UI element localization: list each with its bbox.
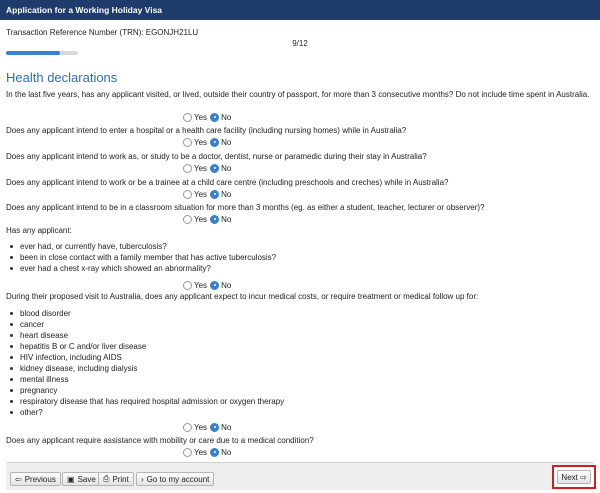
list-item: hepatitis B or C and/or liver disease	[6, 341, 586, 352]
go-to-account-button[interactable]	[136, 472, 214, 486]
list-item: been in close contact with a family member that has active tuberculosis?	[6, 252, 586, 263]
radio-no-label: No	[221, 214, 232, 224]
radio-yes-label: Yes	[194, 422, 208, 432]
radio-yes-label: Yes	[194, 163, 208, 173]
next-label: Next	[561, 472, 578, 482]
list-item: kidney disease, including dialysis	[6, 363, 586, 374]
list-item: ever had, or currently have, tuberculosis?	[6, 241, 586, 252]
list-item: HIV infection, including AIDS	[6, 352, 586, 363]
radio-yes[interactable]	[183, 423, 192, 432]
footer-bar	[6, 462, 594, 490]
answer-group	[183, 214, 234, 224]
question-text: Does any applicant intend to work as, or study to be a doctor, dentist, nurse or paramedic during their stay in Australia?	[6, 152, 427, 161]
list-item: ever had a chest x-ray which showed an abnormality?	[6, 263, 586, 274]
list-item: respiratory disease that has required hospital admission or oxygen therapy	[6, 396, 586, 407]
question-text: Does any applicant intend to enter a hospital or a health care facility (including nursing homes) while in Australia?	[6, 126, 407, 135]
list-item: pregnancy	[6, 385, 586, 396]
question-text: Does any applicant require assistance with mobility or care due to a medical condition?	[6, 436, 314, 445]
radio-no-label: No	[221, 447, 232, 457]
answer-group	[183, 447, 234, 457]
page-header-title: Application for a Working Holiday Visa	[6, 5, 163, 15]
radio-yes[interactable]	[183, 113, 192, 122]
radio-no[interactable]	[210, 190, 219, 199]
account-label: Go to my account	[146, 474, 210, 484]
radio-yes[interactable]	[183, 164, 192, 173]
radio-no-label: No	[221, 280, 232, 290]
answer-group	[183, 189, 234, 199]
radio-yes[interactable]	[183, 138, 192, 147]
question-text: In the last five years, has any applicant visited, or lived, outside their country of passport, for more than 3 consecutive months? Do not include time spent in Australia.	[6, 90, 590, 99]
radio-no-label: No	[221, 112, 232, 122]
radio-no-label: No	[221, 137, 232, 147]
answer-group	[183, 422, 234, 432]
radio-yes-label: Yes	[194, 214, 208, 224]
answer-group	[183, 280, 234, 290]
radio-yes-label: Yes	[194, 189, 208, 199]
radio-no[interactable]	[210, 448, 219, 457]
radio-yes[interactable]	[183, 215, 192, 224]
radio-yes-label: Yes	[194, 447, 208, 457]
next-button-highlight	[552, 465, 596, 489]
radio-yes-label: Yes	[194, 137, 208, 147]
arrow-right-icon: ⇨	[579, 472, 587, 482]
previous-button[interactable]	[10, 472, 61, 486]
radio-no[interactable]	[210, 113, 219, 122]
radio-yes[interactable]	[183, 281, 192, 290]
radio-no[interactable]	[210, 215, 219, 224]
radio-no[interactable]	[210, 138, 219, 147]
arrow-left-icon: ⇦	[15, 474, 22, 484]
header-bar	[0, 0, 600, 20]
page-counter: 9/12	[292, 39, 308, 48]
save-label: Save	[77, 474, 96, 484]
radio-yes[interactable]	[183, 448, 192, 457]
trn-text: Transaction Reference Number (TRN): EGONJH21LU	[6, 28, 199, 37]
question-text: Does any applicant intend to work or be a trainee at a child care centre (including preschools and creches) while in Australia?	[6, 178, 449, 187]
print-icon: ⎙	[103, 474, 110, 483]
chevron-right-icon: ›	[141, 474, 144, 484]
radio-no-label: No	[221, 189, 232, 199]
radio-yes-label: Yes	[194, 280, 208, 290]
question-text: Has any applicant:	[6, 226, 72, 235]
progress-bar	[6, 51, 78, 55]
list-item: blood disorder	[6, 308, 586, 319]
list-item: mental illness	[6, 374, 586, 385]
list-item: cancer	[6, 319, 586, 330]
radio-yes[interactable]	[183, 190, 192, 199]
question-text: During their proposed visit to Australia, does any applicant expect to incur medical costs, or require treatment or medical follow up for:	[6, 292, 479, 301]
question-text: Does any applicant intend to be in a classroom situation for more than 3 months (eg. as either a student, teacher, lecturer or observer)?	[6, 203, 485, 212]
print-label: Print	[112, 474, 129, 484]
answer-group	[183, 163, 234, 173]
radio-yes-label: Yes	[194, 112, 208, 122]
next-button[interactable]	[557, 470, 591, 484]
section-title: Health declarations	[6, 70, 118, 85]
radio-no-label: No	[221, 422, 232, 432]
previous-label: Previous	[24, 474, 56, 484]
list-item: other?	[6, 407, 586, 418]
save-icon: ▣	[67, 474, 75, 484]
radio-no[interactable]	[210, 423, 219, 432]
radio-no[interactable]	[210, 164, 219, 173]
progress-bar-fill	[6, 51, 60, 55]
bullet-list	[6, 241, 586, 274]
answer-group	[183, 137, 234, 147]
bullet-list	[6, 308, 586, 418]
radio-no[interactable]	[210, 281, 219, 290]
radio-no-label: No	[221, 163, 232, 173]
save-button[interactable]	[62, 472, 101, 486]
print-button[interactable]	[98, 472, 134, 486]
list-item: heart disease	[6, 330, 586, 341]
answer-group	[183, 112, 234, 122]
